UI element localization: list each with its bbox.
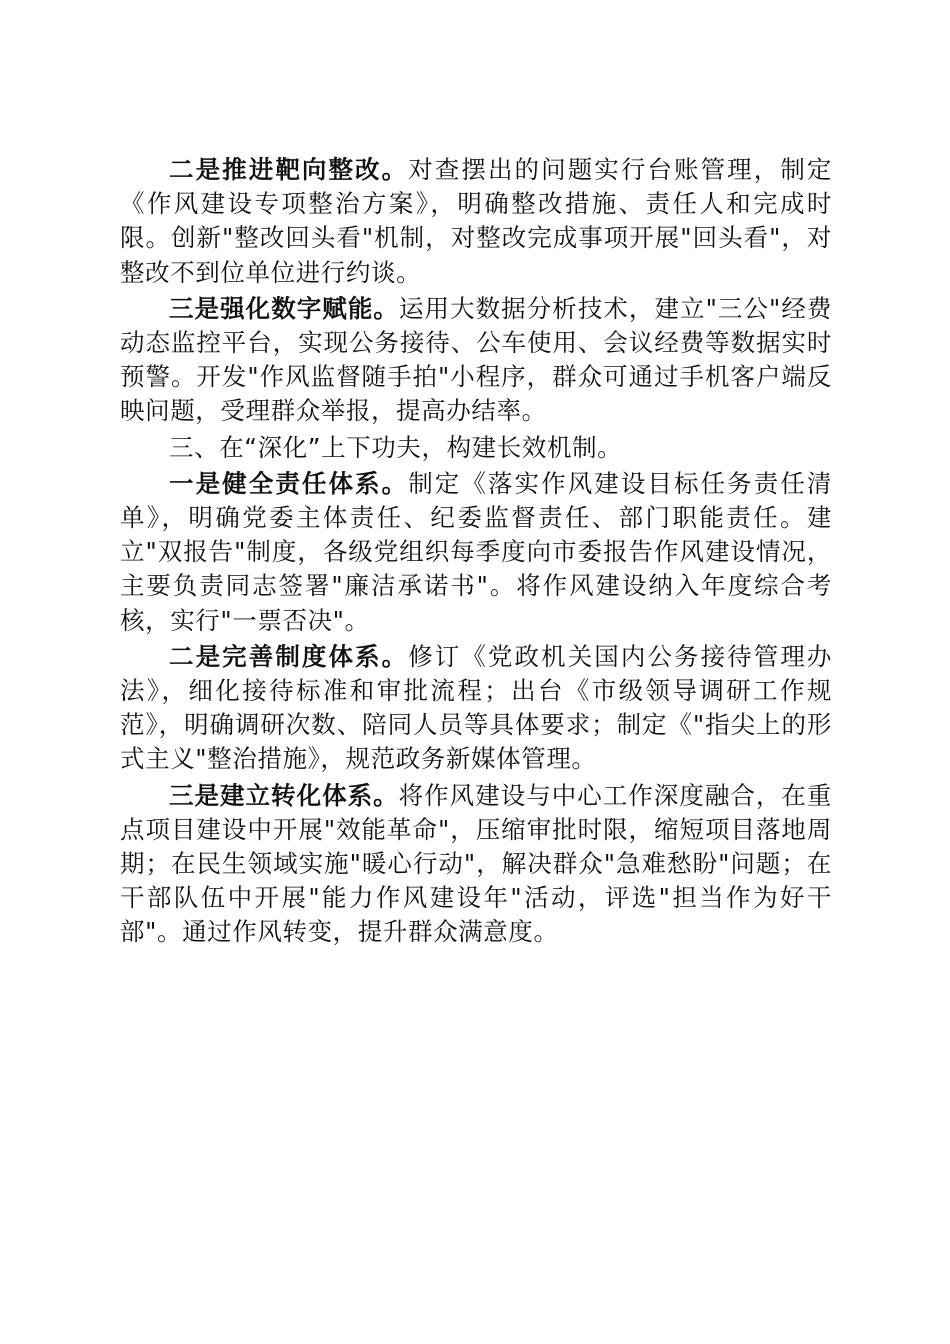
paragraph-responsibility-system (120, 467, 832, 638)
paragraph-lead: 二是完善制度体系。 (169, 641, 409, 671)
paragraph-lead: 三是强化数字赋能。 (169, 293, 399, 323)
paragraph-digital-empowerment (120, 292, 832, 429)
paragraph-targeted-rectification (120, 153, 832, 290)
document-page (120, 153, 832, 952)
paragraph-body: 修订《党政机关国内公务接待管理办法》，细化接待标准和审批流程；出台《市级领导调研工作规范》，明确调研次数、陪同人员等具体要求；制定《"指尖上的形式主义"整治措施》，规范政务新媒体管理。 (120, 641, 832, 774)
paragraph-lead: 三是建立转化体系。 (169, 780, 399, 810)
paragraph-transformation-system (120, 779, 832, 950)
paragraph-lead: 一是健全责任体系。 (169, 468, 409, 498)
paragraph-body: 将作风建设与中心工作深度融合，在重点项目建设中开展"效能革命"，压缩审批时限，缩短项目落地周期；在民生领域实施"暖心行动"，解决群众"急难愁盼"问题；在干部队伍中开展"能力作风建设年"活动，评选"担当作为好干部"。通过作风转变，提升群众满意度。 (120, 780, 832, 947)
paragraph-body: 制定《落实作风建设目标任务责任清单》，明确党委主体责任、纪委监督责任、部门职能责任。建立"双报告"制度，各级党组织每季度向市委报告作风建设情况，主要负责同志签署"廉洁承诺书"。将作风建设纳入年度综合考核，实行"一票否决"。 (120, 468, 832, 635)
paragraph-institutional-system (120, 640, 832, 777)
paragraph-body: 运用大数据分析技术，建立"三公"经费动态监控平台，实现公务接待、公车使用、会议经费等数据实时预警。开发"作风监督随手拍"小程序，群众可通过手机客户端反映问题，受理群众举报，提高办结率。 (120, 293, 832, 426)
section-heading: 三、在“深化”上下功夫，构建长效机制。 (169, 432, 623, 462)
paragraph-body: 对查摆出的问题实行台账管理，制定《作风建设专项整治方案》，明确整改措施、责任人和完成时限。创新"整改回头看"机制，对整改完成事项开展"回头看"，对整改不到位单位进行约谈。 (120, 155, 832, 287)
paragraph-lead: 二是推进靶向整改。 (169, 155, 409, 184)
